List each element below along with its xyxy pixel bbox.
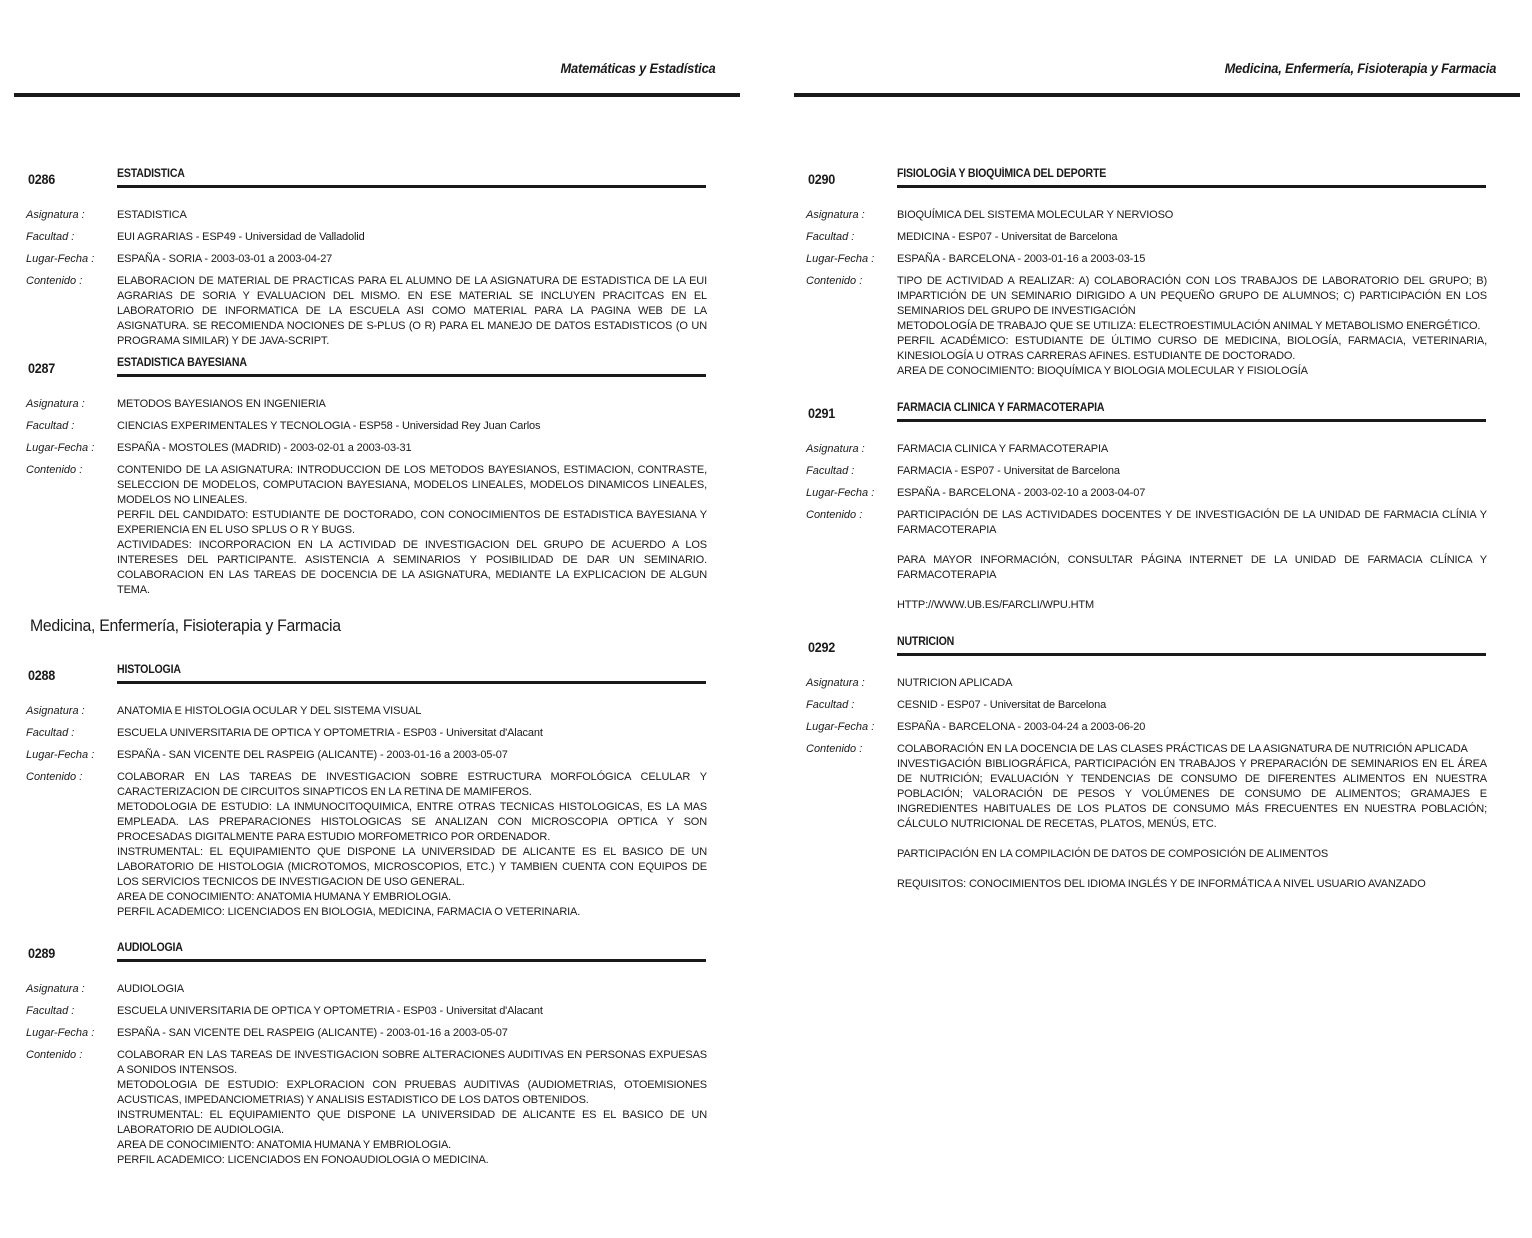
field-contenido xyxy=(14,274,740,349)
field-asignatura xyxy=(794,676,1520,691)
value-lugar-fecha: ESPAÑA - BARCELONA - 2003-04-24 a 2003-06-20 xyxy=(897,721,1146,733)
label-lugar-fecha: Lugar-Fecha : xyxy=(26,1027,95,1039)
value-contenido: ELABORACION DE MATERIAL DE PRACTICAS PARA EL ALUMNO DE LA ASIGNATURA DE ESTADISTICA DE LA EUI AGRARIAS DE SORIA Y EVALUACION DEL MISMO. EN ESE MATERIAL SE INCLUYEN PRACITCAS EN EL LABORATORIO DE INFORMATICA DE LA ESCUELA ASI COMO MATERIAL PARA LA PAGINA WEB DE LA ASIGNATURA. SE RECOMIENDA NOCIONES DE S-PLUS (O R) PARA EL MANEJO DE DATOS ESTADISTICOS (O UN PROGRAMA SIMILAR) Y DE JAVA-SCRIPT. xyxy=(117,275,707,347)
value-facultad: EUI AGRARIAS - ESP49 - Universidad de Valladolid xyxy=(117,231,365,243)
right-page xyxy=(794,0,1520,1238)
label-contenido: Contenido : xyxy=(806,743,863,755)
value-contenido: CONTENIDO DE LA ASIGNATURA: INTRODUCCION DE LOS METODOS BAYESIANOS, ESTIMACION, CONTRASTE, SELECCION DE MODELOS, COMPUTACION BAYESIANA, MODELOS LINEALES, MODELOS DINAMICOS LINEALES, MODELOS NO LINEALES. PERFIL DEL CANDIDATO: ESTUDIANTE DE DOCTORADO, CON CONOCIMIENTOS DE ESTADISTICA BAYESIANA Y EXPERIENCIA EN EL USO SPLUS O R Y BUGS. ACTIVIDADES: INCORPORACION EN LA ACTIVIDAD DE INVESTIGACION DEL GRUPO DE ACUERDO A LOS INTERESES DEL PARTICIPANTE. ASISTENCIA A SEMINARIOS Y POSIBILIDAD DE DAR UN SEMINARIO. COLABORACION EN LAS TAREAS DE DOCENCIA DE LA ASIGNATURA, MEDIANTE LA EXPLICACION DE ALGUN TEMA. xyxy=(117,464,707,596)
label-facultad: Facultad : xyxy=(26,1005,75,1017)
label-contenido: Contenido : xyxy=(26,1049,83,1061)
label-contenido: Contenido : xyxy=(806,509,863,521)
field-asignatura xyxy=(794,208,1520,223)
field-asignatura xyxy=(794,442,1520,457)
entry-code: 0288 xyxy=(28,667,55,683)
field-lugar-fecha xyxy=(794,720,1520,735)
field-lugar-fecha xyxy=(794,486,1520,501)
field-contenido xyxy=(14,463,740,598)
value-lugar-fecha: ESPAÑA - SAN VICENTE DEL RASPEIG (ALICANTE) - 2003-01-16 a 2003-05-07 xyxy=(117,1027,508,1039)
entry-header xyxy=(794,402,1520,432)
entry-0290 xyxy=(794,168,1520,386)
label-asignatura: Asignatura : xyxy=(806,677,865,689)
header-rule xyxy=(14,93,740,97)
label-asignatura: Asignatura : xyxy=(26,983,85,995)
field-facultad xyxy=(794,464,1520,479)
label-lugar-fecha: Lugar-Fecha : xyxy=(806,253,875,265)
field-contenido xyxy=(794,742,1520,892)
label-facultad: Facultad : xyxy=(806,231,855,243)
field-lugar-fecha xyxy=(794,252,1520,267)
entry-header xyxy=(14,942,740,972)
entry-code: 0289 xyxy=(28,945,55,961)
label-facultad: Facultad : xyxy=(26,420,75,432)
running-header: Medicina, Enfermería, Fisioterapia y Farmacia xyxy=(1224,60,1496,76)
entry-header xyxy=(14,357,740,387)
entry-header xyxy=(14,168,740,198)
label-contenido: Contenido : xyxy=(26,771,83,783)
value-facultad: ESCUELA UNIVERSITARIA DE OPTICA Y OPTOMETRIA - ESP03 - Universitat d'Alacant xyxy=(117,1005,543,1017)
field-facultad xyxy=(794,698,1520,713)
label-lugar-fecha: Lugar-Fecha : xyxy=(26,253,95,265)
field-contenido xyxy=(794,508,1520,613)
field-lugar-fecha xyxy=(14,1026,740,1041)
label-lugar-fecha: Lugar-Fecha : xyxy=(806,721,875,733)
value-lugar-fecha: ESPAÑA - BARCELONA - 2003-01-16 a 2003-03-15 xyxy=(897,253,1146,265)
entry-title: HISTOLOGIA xyxy=(117,664,181,676)
entry-header xyxy=(794,168,1520,198)
label-asignatura: Asignatura : xyxy=(806,209,865,221)
value-contenido: COLABORAR EN LAS TAREAS DE INVESTIGACION SOBRE ALTERACIONES AUDITIVAS EN PERSONAS EXPUESAS A SONIDOS INTENSOS. METODOLOGIA DE ESTUDIO: EXPLORACION CON PRUEBAS AUDITIVAS (AUDIOMETRIAS, OTOEMISIONES ACUSTICAS, IMPEDANCIOMETRIAS) Y ANALISIS ESTADISTICO DE LOS DATOS OBTENIDOS. INSTRUMENTAL: EL EQUIPAMIENTO QUE DISPONE LA UNIVERSIDAD DE ALICANTE ES EL BASICO DE UN LABORATORIO DE AUDIOLOGIA. AREA DE CONOCIMIENTO: ANATOMIA HUMANA Y EMBRIOLOGIA. PERFIL ACADEMICO: LICENCIADOS EN FONOAUDIOLOGIA O MEDICINA. xyxy=(117,1049,707,1166)
label-lugar-fecha: Lugar-Fecha : xyxy=(26,442,95,454)
value-asignatura: NUTRICION APLICADA xyxy=(897,677,1013,689)
entry-title: AUDIOLOGIA xyxy=(117,942,183,954)
field-contenido xyxy=(14,770,740,920)
field-contenido xyxy=(14,1048,740,1168)
entry-header xyxy=(14,664,740,694)
value-contenido: COLABORACIÓN EN LA DOCENCIA DE LAS CLASES PRÁCTICAS DE LA ASIGNATURA DE NUTRICIÓN APLICADA INVESTIGACIÓN BIBLIOGRÁFICA, PARTICIPACIÓN EN TRABAJOS Y PREPARACIÓN DE SEMINARIOS EN EL ÁREA DE NUTRICIÓN; EVALUACIÓN Y TENDENCIAS DE CONSUMO DE DIFERENTES ALIMENTOS EN NUESTRA POBLACIÓN; VALORACIÓN DE PESOS Y VOLÚMENES DE CONSUMO DE ALIMENTOS; GRAMAJES E INGREDIENTES HABITUALES DE LOS PLATOS DE CONSUMO MÁS FRECUENTES EN NUESTRA POBLACIÓN; CÁLCULO NUTRICIONAL DE RECETAS, PLATOS, MENÚS, ETC. PARTICIPACIÓN EN LA COMPILACIÓN DE DATOS DE COMPOSICIÓN DE ALIMENTOS REQUISITOS: CONOCIMIENTOS DEL IDIOMA INGLÉS Y DE INFORMÁTICA A NIVEL USUARIO AVANZADO xyxy=(897,743,1487,890)
left-page xyxy=(14,0,740,1238)
entry-rule xyxy=(117,185,706,188)
entry-0288 xyxy=(14,664,740,927)
label-lugar-fecha: Lugar-Fecha : xyxy=(806,487,875,499)
label-facultad: Facultad : xyxy=(26,231,75,243)
value-asignatura: BIOQUÍMICA DEL SISTEMA MOLECULAR Y NERVIOSO xyxy=(897,209,1174,221)
field-facultad xyxy=(794,230,1520,245)
entry-0286 xyxy=(14,168,740,356)
value-lugar-fecha: ESPAÑA - SAN VICENTE DEL RASPEIG (ALICANTE) - 2003-01-16 a 2003-05-07 xyxy=(117,749,508,761)
label-asignatura: Asignatura : xyxy=(26,705,85,717)
entry-title: FISIOLOGÍA Y BIOQUÍMICA DEL DEPORTE xyxy=(897,168,1107,180)
field-facultad xyxy=(14,726,740,741)
entry-rule xyxy=(117,374,706,377)
entry-title: FARMACIA CLINICA Y FARMACOTERAPIA xyxy=(897,402,1105,414)
entry-code: 0286 xyxy=(28,171,55,187)
field-contenido xyxy=(794,274,1520,379)
value-lugar-fecha: ESPAÑA - MOSTOLES (MADRID) - 2003-02-01 a 2003-03-31 xyxy=(117,442,412,454)
value-lugar-fecha: ESPAÑA - BARCELONA - 2003-02-10 a 2003-04-07 xyxy=(897,487,1146,499)
entry-code: 0291 xyxy=(808,405,835,421)
field-facultad xyxy=(14,230,740,245)
entry-title: ESTADISTICA BAYESIANA xyxy=(117,357,247,369)
header-rule xyxy=(794,93,1520,97)
label-asignatura: Asignatura : xyxy=(26,398,85,410)
label-contenido: Contenido : xyxy=(26,464,83,476)
entry-0292 xyxy=(794,636,1520,899)
label-facultad: Facultad : xyxy=(806,465,855,477)
field-lugar-fecha xyxy=(14,441,740,456)
entry-rule xyxy=(897,419,1486,422)
field-asignatura xyxy=(14,982,740,997)
field-lugar-fecha xyxy=(14,252,740,267)
section-heading: Medicina, Enfermería, Fisioterapia y Farmacia xyxy=(30,616,341,635)
entry-rule xyxy=(897,185,1486,188)
value-asignatura: ANATOMIA E HISTOLOGIA OCULAR Y DEL SISTEMA VISUAL xyxy=(117,705,422,717)
field-asignatura xyxy=(14,208,740,223)
field-facultad xyxy=(14,1004,740,1019)
value-asignatura: FARMACIA CLINICA Y FARMACOTERAPIA xyxy=(897,443,1109,455)
value-facultad: CESNID - ESP07 - Universitat de Barcelona xyxy=(897,699,1107,711)
field-facultad xyxy=(14,419,740,434)
value-contenido: PARTICIPACIÓN DE LAS ACTIVIDADES DOCENTES Y DE INVESTIGACIÓN DE LA UNIDAD DE FARMACIA CLÍNIA Y FARMACOTERAPIA PARA MAYOR INFORMACIÓN, CONSULTAR PÁGINA INTERNET DE LA UNIDAD DE FARMACIA CLÍNICA Y FARMACOTERAPIA HTTP://WWW.UB.ES/FARCLI/WPU.HTM xyxy=(897,509,1487,611)
entry-rule xyxy=(897,653,1486,656)
value-contenido: COLABORAR EN LAS TAREAS DE INVESTIGACION SOBRE ESTRUCTURA MORFOLÓGICA CELULAR Y CARACTERIZACION DE CIRCUITOS SINAPTICOS EN LA RETINA DE MAMIFEROS. METODOLOGIA DE ESTUDIO: LA INMUNOCITOQUIMICA, ENTRE OTRAS TECNICAS HISTOLOGICAS, ES LA MAS EMPLEADA. LAS PREPARACIONES HISTOLOGICAS SE ANALIZAN CON MICROSCOPIA OPTICA Y SON PROCESADAS DIGITALMENTE PARA ESTUDIO MORFOMETRICO POR ORDENADOR. INSTRUMENTAL: EL EQUIPAMIENTO QUE DISPONE LA UNIVERSIDAD DE ALICANTE ES EL BASICO DE UN LABORATORIO DE HISTOLOGIA (MICROTOMOS, MICROSCOPIOS, ETC.) Y TAMBIEN CUENTA CON EQUIPOS DE LOS SERVICIOS TECNICOS DE INVESTIGACION DE USO GENERAL. AREA DE CONOCIMIENTO: ANATOMIA HUMANA Y EMBRIOLOGIA. PERFIL ACADEMICO: LICENCIADOS EN BIOLOGIA, MEDICINA, FARMACIA O VETERINARIA. xyxy=(117,771,707,918)
field-lugar-fecha xyxy=(14,748,740,763)
value-facultad: ESCUELA UNIVERSITARIA DE OPTICA Y OPTOMETRIA - ESP03 - Universitat d'Alacant xyxy=(117,727,543,739)
entry-rule xyxy=(117,959,706,962)
label-lugar-fecha: Lugar-Fecha : xyxy=(26,749,95,761)
label-contenido: Contenido : xyxy=(806,275,863,287)
running-header: Matemáticas y Estadística xyxy=(560,60,716,76)
value-facultad: FARMACIA - ESP07 - Universitat de Barcelona xyxy=(897,465,1120,477)
entry-code: 0290 xyxy=(808,171,835,187)
label-contenido: Contenido : xyxy=(26,275,83,287)
entry-0289 xyxy=(14,942,740,1175)
entry-title: NUTRICION xyxy=(897,636,955,648)
label-asignatura: Asignatura : xyxy=(806,443,865,455)
field-asignatura xyxy=(14,704,740,719)
value-asignatura: ESTADISTICA xyxy=(117,209,187,221)
entry-rule xyxy=(117,681,706,684)
value-contenido: TIPO DE ACTIVIDAD A REALIZAR: A) COLABORACIÓN CON LOS TRABAJOS DE LABORATORIO DEL GRUPO; B) IMPARTICIÓN DE UN SEMINARIO DIRIGIDO A UN PEQUEÑO GRUPO DE ALUMNOS; C) PARTICIPACIÓN EN LOS SEMINARIOS DEL GRUPO DE INVESTIGACIÓN METODOLOGÍA DE TRABAJO QUE SE UTILIZA: ELECTROESTIMULACIÓN ANIMAL Y METABOLISMO ENERGÉTICO. PERFIL ACADÉMICO: ESTUDIANTE DE ÚLTIMO CURSO DE MEDICINA, BIOLOGÍA, FARMACIA, VETERINARIA, KINESIOLOGÍA U OTRAS CARRERAS AFINES. ESTUDIANTE DE DOCTORADO. AREA DE CONOCIMIENTO: BIOQUÍMICA Y BIOLOGIA MOLECULAR Y FISIOLOGÍA xyxy=(897,275,1487,377)
value-lugar-fecha: ESPAÑA - SORIA - 2003-03-01 a 2003-04-27 xyxy=(117,253,333,265)
entry-title: ESTADISTICA xyxy=(117,168,185,180)
field-asignatura xyxy=(14,397,740,412)
entry-code: 0287 xyxy=(28,360,55,376)
value-facultad: MEDICINA - ESP07 - Universitat de Barcelona xyxy=(897,231,1118,243)
value-asignatura: AUDIOLOGIA xyxy=(117,983,184,995)
entry-0287 xyxy=(14,357,740,605)
entry-0291 xyxy=(794,402,1520,620)
label-facultad: Facultad : xyxy=(26,727,75,739)
entry-code: 0292 xyxy=(808,639,835,655)
value-facultad: CIENCIAS EXPERIMENTALES Y TECNOLOGIA - ESP58 - Universidad Rey Juan Carlos xyxy=(117,420,541,432)
label-asignatura: Asignatura : xyxy=(26,209,85,221)
label-facultad: Facultad : xyxy=(806,699,855,711)
entry-header xyxy=(794,636,1520,666)
value-asignatura: METODOS BAYESIANOS EN INGENIERIA xyxy=(117,398,326,410)
